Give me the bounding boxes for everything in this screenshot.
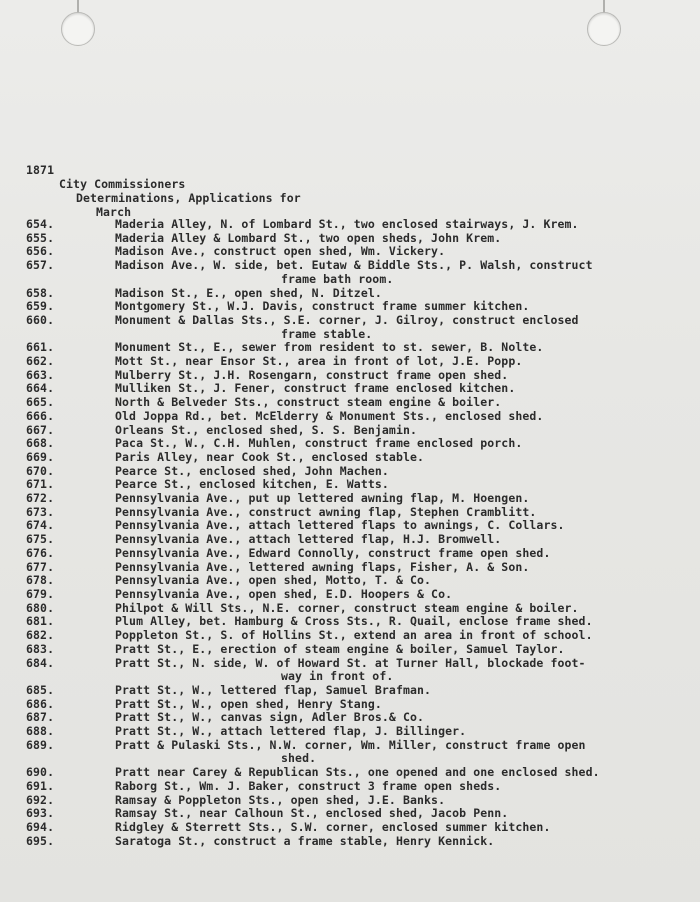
entry-text (115, 314, 675, 341)
entry-number: 681. (26, 614, 55, 629)
entry-text (115, 657, 675, 684)
heading-commissioners: City Commissioners (59, 177, 186, 191)
list-item (0, 780, 700, 794)
entry-text (115, 561, 675, 575)
entry-text (115, 437, 675, 451)
entry-line: Poppleton St., S. of Hollins St., extend an area in front of school. (115, 628, 593, 643)
entry-line: Orleans St., enclosed shed, S. S. Benjamin. (115, 422, 418, 437)
entry-line: Pratt St., E., erection of steam engine & boiler, Samuel Taylor. (115, 641, 565, 656)
entry-line: Pennsylvania Ave., construct awning flap, Stephen Cramblitt. (115, 504, 537, 519)
entry-text (115, 711, 675, 725)
entry-line: Saratoga St., construct a frame stable, Henry Kennick. (115, 833, 495, 848)
entry-text (115, 629, 675, 643)
entry-number: 689. (26, 737, 55, 752)
entry-line: Pennsylvania Ave., lettered awning flaps, Fisher, A. & Son. (115, 559, 530, 574)
entry-text (115, 643, 675, 657)
entry-text (115, 424, 675, 438)
list-item (0, 629, 700, 643)
list-item (0, 478, 700, 492)
entry-number: 654. (26, 217, 55, 231)
list-item (0, 588, 700, 602)
entry-text (115, 287, 675, 301)
entry-line: Pennsylvania Ave., attach lettered flap, H.J. Bromwell. (115, 532, 502, 547)
entry-text (115, 245, 675, 259)
punch-hole-right (587, 12, 621, 46)
entry-number: 678. (26, 573, 55, 588)
list-item (0, 615, 700, 629)
entry-text (115, 218, 675, 232)
entry-line: Pratt & Pulaski Sts., N.W. corner, Wm. Miller, construct frame open (115, 737, 586, 752)
list-item (0, 287, 700, 301)
list-item (0, 396, 700, 410)
list-item (0, 437, 700, 451)
entry-line: Philpot & Will Sts., N.E. corner, construct steam engine & boiler. (115, 600, 579, 615)
list-item (0, 369, 700, 383)
list-item (0, 794, 700, 808)
entry-number: 665. (26, 395, 55, 410)
entry-text (115, 588, 675, 602)
entry-text (115, 615, 675, 629)
list-item (0, 711, 700, 725)
entry-line: Ramsay St., near Calhoun St., enclosed shed, Jacob Penn. (115, 806, 509, 821)
entry-text (115, 766, 675, 780)
entry-line: Pearce St., enclosed kitchen, E. Watts. (115, 477, 389, 492)
entry-number: 670. (26, 463, 55, 478)
entry-number: 674. (26, 518, 55, 533)
list-item (0, 725, 700, 739)
entry-number: 682. (26, 628, 55, 643)
entry-number: 663. (26, 367, 55, 382)
entry-text (115, 355, 675, 369)
entry-line: Monument St., E., sewer from resident to st. sewer, B. Nolte. (115, 340, 544, 355)
entry-number: 659. (26, 299, 55, 314)
entry-text (115, 465, 675, 479)
entry-number: 671. (26, 477, 55, 492)
entry-number: 658. (26, 285, 55, 300)
entry-text (115, 300, 675, 314)
entry-number: 664. (26, 381, 55, 396)
entry-number: 688. (26, 724, 55, 739)
entry-line: Madison Ave., construct open shed, Wm. Vickery. (115, 244, 446, 259)
list-item (0, 382, 700, 396)
list-item (0, 821, 700, 835)
entry-line: Pennsylvania Ave., open shed, Motto, T. & Co. (115, 573, 432, 588)
entry-continuation: frame bath room. (281, 271, 394, 286)
entry-line: Pratt St., N. side, W. of Howard St. at Turner Hall, blockade foot- (115, 655, 586, 670)
document-year: 1871 (26, 163, 55, 177)
entry-line: Pratt St., W., lettered flap, Samuel Brafman. (115, 682, 432, 697)
entry-number: 694. (26, 819, 55, 834)
entry-number: 695. (26, 833, 55, 848)
entry-line: Mott St., near Ensor St., area in front of lot, J.E. Popp. (115, 354, 523, 369)
entry-text (115, 725, 675, 739)
entry-continuation: way in front of. (281, 669, 394, 684)
entry-text (115, 835, 675, 849)
entry-list (0, 218, 700, 848)
entry-line: Ramsay & Poppleton Sts., open shed, J.E. Banks. (115, 792, 446, 807)
entry-line: Plum Alley, bet. Hamburg & Cross Sts., R. Quail, enclose frame shed. (115, 614, 593, 629)
entry-text (115, 821, 675, 835)
entry-line: North & Belveder Sts., construct steam engine & boiler. (115, 395, 502, 410)
list-item (0, 465, 700, 479)
list-item (0, 355, 700, 369)
entry-text (115, 369, 675, 383)
entry-number: 691. (26, 778, 55, 793)
entry-text (115, 506, 675, 520)
list-item (0, 657, 700, 684)
entry-number: 679. (26, 586, 55, 601)
entry-text (115, 602, 675, 616)
entry-text (115, 232, 675, 246)
entry-number: 667. (26, 422, 55, 437)
list-item (0, 698, 700, 712)
entry-number: 686. (26, 696, 55, 711)
entry-text (115, 684, 675, 698)
entry-line: Pratt near Carey & Republican Sts., one opened and one enclosed shed. (115, 765, 600, 780)
list-item (0, 218, 700, 232)
entry-text (115, 547, 675, 561)
list-item (0, 739, 700, 766)
list-item (0, 533, 700, 547)
entry-line: Mulliken St., J. Fener, construct frame enclosed kitchen. (115, 381, 516, 396)
list-item (0, 807, 700, 821)
entry-text (115, 410, 675, 424)
entry-line: Madison St., E., open shed, N. Ditzel. (115, 285, 382, 300)
entry-number: 662. (26, 354, 55, 369)
entry-text (115, 396, 675, 410)
entry-number: 677. (26, 559, 55, 574)
entry-line: Maderia Alley, N. of Lombard St., two enclosed stairways, J. Krem. (115, 217, 579, 231)
entry-number: 672. (26, 491, 55, 506)
list-item (0, 547, 700, 561)
list-item (0, 643, 700, 657)
entry-line: Paris Alley, near Cook St., enclosed stable. (115, 449, 425, 464)
entry-line: Pratt St., W., open shed, Henry Stang. (115, 696, 382, 711)
entry-number: 680. (26, 600, 55, 615)
heading-month: March (96, 205, 132, 219)
entry-number: 661. (26, 340, 55, 355)
entry-number: 685. (26, 682, 55, 697)
entry-line: Pennsylvania Ave., attach lettered flaps to awnings, C. Collars. (115, 518, 565, 533)
entry-line: Mulberry St., J.H. Rosengarn, construct frame open shed. (115, 367, 509, 382)
entry-line: Pearce St., enclosed shed, John Machen. (115, 463, 389, 478)
entry-line: Ridgley & Sterrett Sts., S.W. corner, enclosed summer kitchen. (115, 819, 551, 834)
entry-text (115, 519, 675, 533)
list-item (0, 492, 700, 506)
entry-line: Pennsylvania Ave., Edward Connolly, construct frame open shed. (115, 545, 551, 560)
entry-number: 684. (26, 655, 55, 670)
entry-number: 675. (26, 532, 55, 547)
entry-line: Pennsylvania Ave., open shed, E.D. Hoopers & Co. (115, 586, 453, 601)
heading-determinations: Determinations, Applications for (76, 191, 301, 205)
entry-text (115, 478, 675, 492)
list-item (0, 451, 700, 465)
list-item (0, 602, 700, 616)
entry-text (115, 451, 675, 465)
entry-number: 692. (26, 792, 55, 807)
list-item (0, 424, 700, 438)
list-item (0, 245, 700, 259)
entry-line: Pratt St., W., canvas sign, Adler Bros.& Co. (115, 710, 425, 725)
entry-text (115, 492, 675, 506)
entry-number: 687. (26, 710, 55, 725)
list-item (0, 835, 700, 849)
punch-hole-left (61, 12, 95, 46)
entry-number: 673. (26, 504, 55, 519)
list-item (0, 300, 700, 314)
entry-line: Raborg St., Wm. J. Baker, construct 3 frame open sheds. (115, 778, 502, 793)
entry-line: Monument & Dallas Sts., S.E. corner, J. Gilroy, construct enclosed (115, 312, 579, 327)
entry-text (115, 259, 675, 286)
list-item (0, 519, 700, 533)
list-item (0, 314, 700, 341)
entry-number: 668. (26, 436, 55, 451)
entry-number: 660. (26, 312, 55, 327)
entry-line: Pratt St., W., attach lettered flap, J. Billinger. (115, 724, 467, 739)
entry-number: 657. (26, 258, 55, 273)
entry-continuation: shed. (281, 751, 317, 766)
entry-line: Pennsylvania Ave., put up lettered awning flap, M. Hoengen. (115, 491, 530, 506)
entry-line: Maderia Alley & Lombard St., two open sheds, John Krem. (115, 230, 502, 245)
entry-line: Madison Ave., W. side, bet. Eutaw & Biddle Sts., P. Walsh, construct (115, 258, 593, 273)
entry-number: 676. (26, 545, 55, 560)
entry-line: Old Joppa Rd., bet. McElderry & Monument Sts., enclosed shed. (115, 408, 544, 423)
list-item (0, 259, 700, 286)
entry-line: Paca St., W., C.H. Muhlen, construct frame enclosed porch. (115, 436, 523, 451)
entry-text (115, 382, 675, 396)
list-item (0, 561, 700, 575)
entry-line: Montgomery St., W.J. Davis, construct frame summer kitchen. (115, 299, 530, 314)
entry-number: 669. (26, 449, 55, 464)
entry-text (115, 341, 675, 355)
entry-number: 655. (26, 230, 55, 245)
entry-number: 666. (26, 408, 55, 423)
list-item (0, 341, 700, 355)
entry-text (115, 698, 675, 712)
entry-number: 693. (26, 806, 55, 821)
list-item (0, 232, 700, 246)
entry-text (115, 574, 675, 588)
entry-text (115, 794, 675, 808)
entry-number: 656. (26, 244, 55, 259)
entry-number: 690. (26, 765, 55, 780)
list-item (0, 410, 700, 424)
entry-text (115, 533, 675, 547)
entry-text (115, 739, 675, 766)
list-item (0, 574, 700, 588)
entry-continuation: frame stable. (281, 326, 373, 341)
entry-text (115, 807, 675, 821)
list-item (0, 506, 700, 520)
entry-number: 683. (26, 641, 55, 656)
list-item (0, 766, 700, 780)
list-item (0, 684, 700, 698)
entry-text (115, 780, 675, 794)
